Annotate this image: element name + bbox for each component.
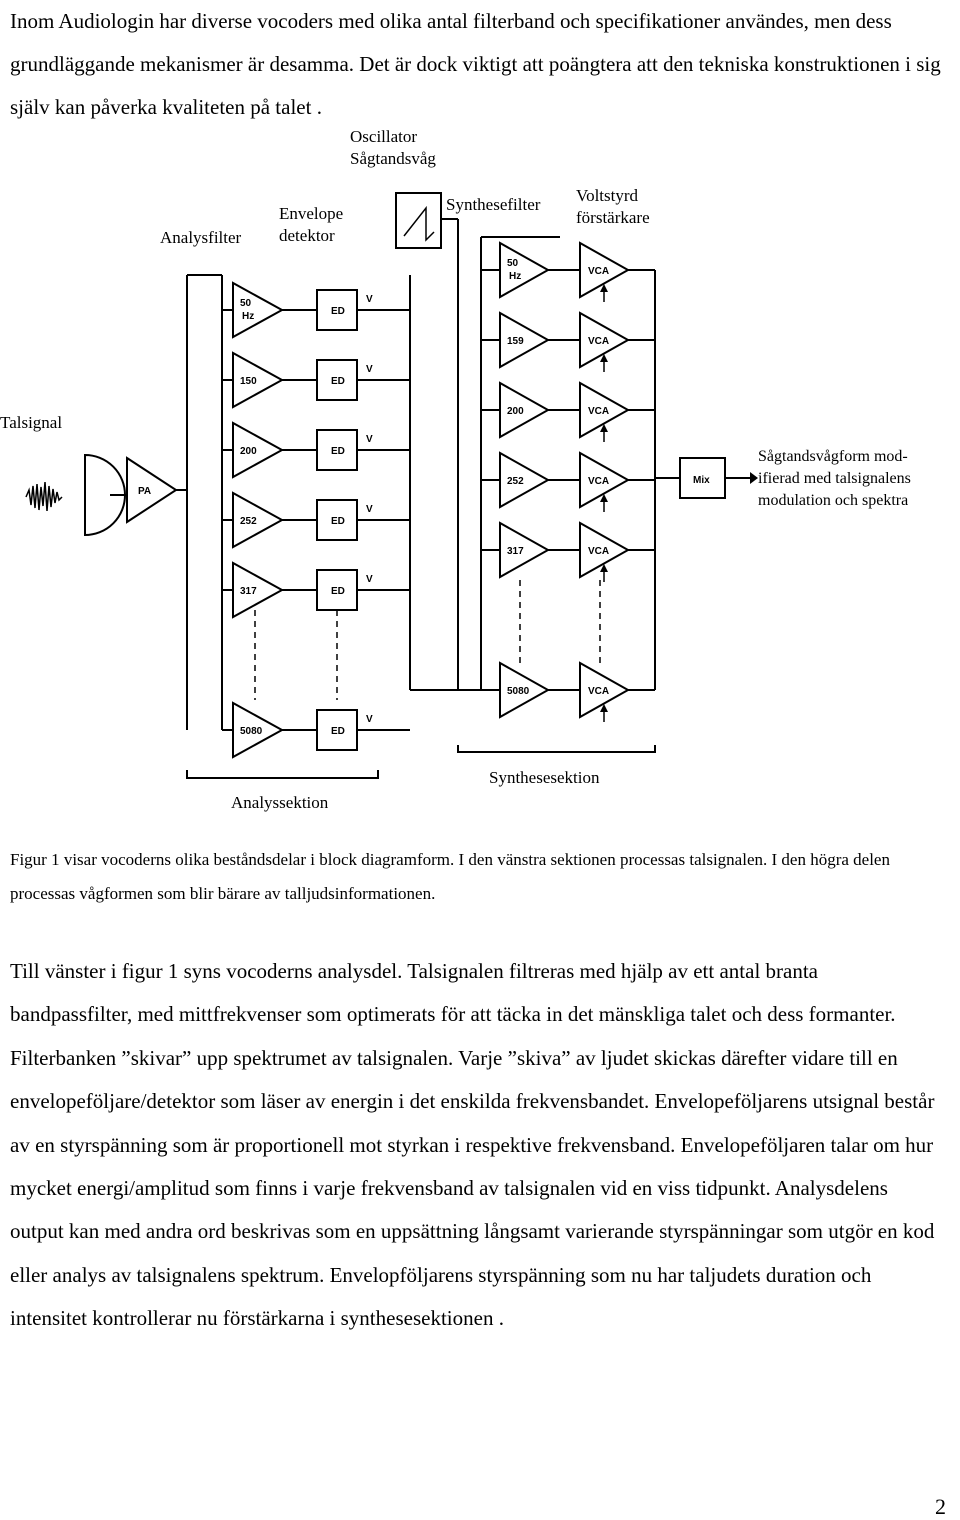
svg-text:ED: ED bbox=[331, 446, 345, 457]
analysis-row bbox=[222, 353, 410, 407]
band-frequency-label: 5080 bbox=[507, 686, 530, 697]
synthesis-filter-bank bbox=[481, 243, 655, 722]
label-forstarkare: förstärkare bbox=[576, 208, 650, 227]
svg-text:VCA: VCA bbox=[588, 476, 610, 487]
voltage-label: V bbox=[366, 504, 373, 515]
band-frequency-label: 252 bbox=[240, 516, 257, 527]
band-frequency-label: 200 bbox=[240, 446, 257, 457]
synthesis-row bbox=[481, 313, 655, 372]
voltage-label: V bbox=[366, 294, 373, 305]
svg-text:ED: ED bbox=[331, 306, 345, 317]
mixer-block bbox=[680, 458, 725, 498]
oscillator-block bbox=[396, 193, 441, 248]
synthesis-row bbox=[481, 523, 655, 582]
band-frequency-label: 50 bbox=[507, 258, 519, 269]
svg-text:VCA: VCA bbox=[588, 686, 610, 697]
label-analysfilter: Analysfilter bbox=[160, 228, 242, 247]
hz-label: Hz bbox=[242, 311, 255, 322]
band-frequency-label: 159 bbox=[507, 336, 524, 347]
label-synthesesektion: Synthesesektion bbox=[489, 768, 600, 787]
label-voltstyrd: Voltstyrd bbox=[576, 186, 639, 205]
synthesis-filter bbox=[500, 243, 548, 297]
svg-text:ED: ED bbox=[331, 376, 345, 387]
body-paragraph: Till vänster i figur 1 syns vocoderns analysdel. Talsignalen filtreras med hjälp av ett antal branta bandpassfilter, med mittfrekvenser som optimerats för att täcka in det mänskliga talet och dess formanter. Filterbanken ”skivar” upp spektrumet av talsignalen. Varje ”skiva” av ljudet skickas därefter vidare till en envelopeföljare/detektor som läser av energin i det enskilda frekvensbandet. Envelopeföljarens utsignal består av en styrspänning som är proportionell mot styrkan i respektive frekvensband. Envelopeföljaren talar om hur mycket energi/amplitud som finns i varje frekvensband av talsignalen vid en viss tidpunkt. Analysdelens output kan med andra ord beskrivas som en uppsättning långsamt varierande styrspänningar som utgör en kod eller analys av talsignalens spektrum. Envelopföljarens styrspänning som nu har taljudets duration och intensitet kontrollerar nu förstärkarna i synthesesektionen . bbox=[10, 959, 935, 1331]
synthesis-row bbox=[481, 243, 655, 302]
analysis-section-bracket bbox=[187, 770, 378, 778]
band-frequency-label: 50 bbox=[240, 298, 252, 309]
analysis-row bbox=[222, 703, 410, 757]
synthesis-row bbox=[481, 663, 655, 722]
analysis-row bbox=[222, 423, 410, 477]
band-frequency-label: 200 bbox=[507, 406, 524, 417]
figure-caption: Figur 1 visar vocoderns olika beståndsdelar i block diagramform. I den vänstra sektionen processas talsignalen. I den högra delen processas vågformen som blir bärare av talljudsinformationen. bbox=[10, 850, 890, 903]
bandpass-filter bbox=[233, 283, 282, 337]
label-talsignal: Talsignal bbox=[0, 413, 63, 432]
speech-waveform-icon bbox=[26, 482, 62, 511]
svg-text:PA: PA bbox=[138, 486, 152, 497]
label-oscillator: Oscillator bbox=[350, 127, 418, 146]
svg-text:Mix: Mix bbox=[693, 475, 710, 486]
voltage-label: V bbox=[366, 714, 373, 725]
pa-amplifier bbox=[127, 458, 176, 522]
svg-text:ED: ED bbox=[331, 726, 345, 737]
synthesis-section-bracket bbox=[458, 745, 655, 752]
label-synthesefilter: Synthesefilter bbox=[446, 195, 541, 214]
band-frequency-label: 317 bbox=[240, 586, 257, 597]
synthesis-row bbox=[481, 453, 655, 512]
intro-paragraph: Inom Audiologin har diverse vocoders med olika antal filterband och specifikationer användes, men dess grundläggande mekanismer är desamma. Det är dock viktigt att poängtera att den tekniska konstruktionen i sig själv kan påverka kvaliteten på talet . bbox=[10, 9, 941, 119]
voltage-label: V bbox=[366, 574, 373, 585]
svg-text:ED: ED bbox=[331, 516, 345, 527]
label-sagtandsvag: Sågtandsvåg bbox=[350, 149, 436, 168]
svg-text:VCA: VCA bbox=[588, 266, 610, 277]
svg-text:VCA: VCA bbox=[588, 546, 610, 557]
svg-text:VCA: VCA bbox=[588, 406, 610, 417]
svg-text:VCA: VCA bbox=[588, 336, 610, 347]
label-analyssektion: Analyssektion bbox=[231, 793, 329, 812]
synthesis-row bbox=[481, 383, 655, 442]
svg-text:ED: ED bbox=[331, 586, 345, 597]
band-frequency-label: 150 bbox=[240, 376, 257, 387]
label-output-1: Sågtandsvågform mod- bbox=[758, 448, 908, 465]
analysis-filter-bank bbox=[222, 283, 410, 757]
band-frequency-label: 5080 bbox=[240, 726, 263, 737]
voltage-label: V bbox=[366, 434, 373, 445]
analysis-row bbox=[222, 493, 410, 547]
band-frequency-label: 252 bbox=[507, 476, 524, 487]
band-frequency-label: 317 bbox=[507, 546, 524, 557]
analysis-row bbox=[222, 563, 410, 617]
hz-label: Hz bbox=[509, 271, 522, 282]
label-output-3: modulation och spektra bbox=[758, 492, 909, 509]
label-detektor: detektor bbox=[279, 226, 335, 245]
voltage-label: V bbox=[366, 364, 373, 375]
page-number: 2 bbox=[935, 1494, 946, 1519]
analysis-row bbox=[222, 283, 410, 337]
label-output-2: ifierad med talsignalens bbox=[758, 470, 911, 487]
label-envelope: Envelope bbox=[279, 204, 344, 223]
